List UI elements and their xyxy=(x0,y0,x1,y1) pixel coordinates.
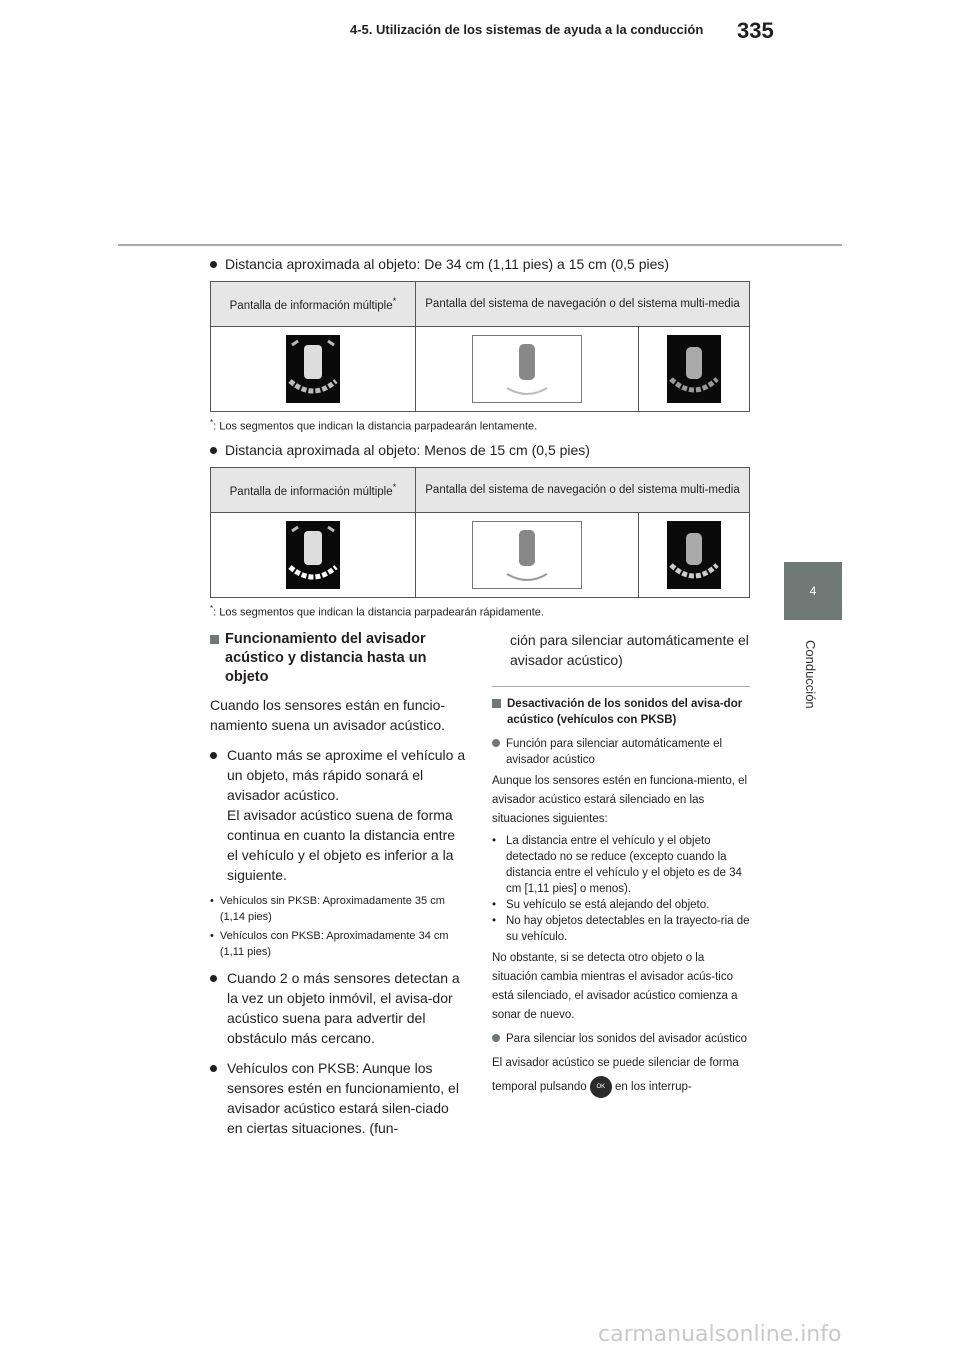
bullet-dot xyxy=(210,447,217,454)
nav-display-image-b xyxy=(667,521,721,589)
chapter-tab: 4 xyxy=(784,562,842,620)
list-item-2: • Su vehículo se está alejando del objeto. xyxy=(492,899,710,911)
section-title: 4-5. Utilización de los sistemas de ayuda a la conducción xyxy=(350,22,704,37)
bullet-text-2: Cuando 2 o más sensores detectan a la vez un objeto inmóvil, el avisa-dor acústico suena para advertir del obstáculo más cercano. xyxy=(227,970,460,1046)
sub-item-1: • Vehículos sin PKSB: Aproximadamente 35 cm (1,14 pies) xyxy=(210,895,445,923)
bullet-dot xyxy=(210,975,217,982)
right-column-body xyxy=(492,696,750,1099)
footnote-1: *: Los segmentos que indican la distancia parpadearán lentamente. xyxy=(210,418,538,433)
circle-marker-icon xyxy=(492,1034,500,1042)
nav-display-cell-b xyxy=(639,327,750,412)
paragraph-2: No obstante, si se detecta otro objeto o la situación cambia mientras el avisador acús-tico está silenciado, el avisador acústico comienza a sonar de nuevo. xyxy=(492,952,738,1021)
chapter-label-text: Conducción xyxy=(803,640,818,709)
square-marker-icon xyxy=(210,635,219,644)
circle-marker-icon xyxy=(492,739,500,747)
section-heading xyxy=(210,630,468,687)
nav-display-image-a xyxy=(472,335,582,403)
list-item-3: • No hay objetos detectables en la trayecto-ria de su vehículo. xyxy=(492,915,750,943)
paragraph-1: Aunque los sensores estén en funciona-miento, el avisador acústico estará silenciado en las situaciones siguientes: xyxy=(492,775,748,825)
bullet-text-1-cont: El avisador acústico suena de forma continua en cuanto la distancia entre el vehículo y el objeto es inferior a la siguiente. xyxy=(227,807,456,883)
list-item-1: • La distancia entre el vehículo y el objeto detectado no se reduce (excepto cuando la distancia entre el vehículo y el objeto es de 34 cm [1,11 pies] o menos). xyxy=(492,835,742,895)
bullet-paragraph-1 xyxy=(210,745,468,885)
section-heading-text: Funcionamiento del avisador acústico y distancia hasta un objeto xyxy=(225,631,427,685)
col-header-nav: Pantalla del sistema de navegación o del sistema multi-media xyxy=(416,282,750,327)
distance-text-2: Distancia aproximada al objeto: Menos de 15 cm (0,5 pies) xyxy=(225,442,590,458)
header-rule xyxy=(118,244,842,246)
display-table-1 xyxy=(210,281,750,412)
subsection-heading: Desactivación de los sonidos del avisa-dor acústico (vehículos con PKSB) xyxy=(492,696,750,728)
bullet-dot xyxy=(210,1065,217,1072)
paragraph-3: El avisador acústico se puede silenciar de forma temporal pulsando OK en los interrup- xyxy=(492,1051,750,1099)
bullet-text-3: Vehículos con PKSB: Aunque los sensores estén en funcionamiento, el avisador acústico estará silen-ciado en ciertas situaciones. (fun- xyxy=(227,1060,459,1136)
distance-bullet-2 xyxy=(210,442,590,458)
distance-bullet-1 xyxy=(210,256,669,272)
sub-item-2: • Vehículos con PKSB: Aproximadamente 34 cm (1,11 pies) xyxy=(210,930,449,958)
display-table-2 xyxy=(210,467,750,598)
page-number: 335 xyxy=(737,18,774,43)
watermark: carmanualsonline.info xyxy=(598,1322,842,1347)
bullet-text-1: Cuanto más se aproxime el vehículo a un objeto, más rápido sonará el avisador acústico. xyxy=(227,747,466,803)
nav-display-image-a xyxy=(472,521,582,589)
nav-display-cell-a xyxy=(416,513,639,598)
mid-display-cell xyxy=(211,327,416,412)
ok-button-icon: OK xyxy=(590,1076,612,1098)
col-header-nav: Pantalla del sistema de navegación o del sistema multi-media xyxy=(416,468,750,513)
mid-display-image xyxy=(286,521,340,589)
intro-paragraph: Cuando los sensores están en funcio-namiento suena un avisador acústico. xyxy=(210,697,446,733)
nav-display-cell-b xyxy=(639,513,750,598)
col-header-mid: Pantalla de información múltiple* xyxy=(211,282,416,327)
square-marker-icon xyxy=(492,699,501,708)
left-column xyxy=(210,630,468,1138)
continued-text: ción para silenciar automáticamente el avisador acústico) xyxy=(510,632,749,668)
right-column xyxy=(492,630,750,670)
col-header-mid: Pantalla de información múltiple* xyxy=(211,468,416,513)
nav-display-cell-a xyxy=(416,327,639,412)
footnote-2: *: Los segmentos que indican la distancia parpadearán rápidamente. xyxy=(210,604,544,619)
green-bullet-1: Función para silenciar automáticamente el avisador acústico xyxy=(492,736,750,768)
column-divider xyxy=(492,686,750,687)
bullet-dot xyxy=(210,261,217,268)
mid-display-image xyxy=(286,335,340,403)
bullet-paragraph-3 xyxy=(210,1058,468,1138)
bullet-dot xyxy=(210,752,217,759)
distance-text-1: Distancia aproximada al objeto: De 34 cm (1,11 pies) a 15 cm (0,5 pies) xyxy=(225,256,670,272)
green-bullet-2: Para silenciar los sonidos del avisador acústico xyxy=(492,1031,750,1047)
nav-display-image-b xyxy=(667,335,721,403)
bullet-paragraph-2 xyxy=(210,968,468,1048)
mid-display-cell xyxy=(211,513,416,598)
chapter-label xyxy=(760,640,830,720)
